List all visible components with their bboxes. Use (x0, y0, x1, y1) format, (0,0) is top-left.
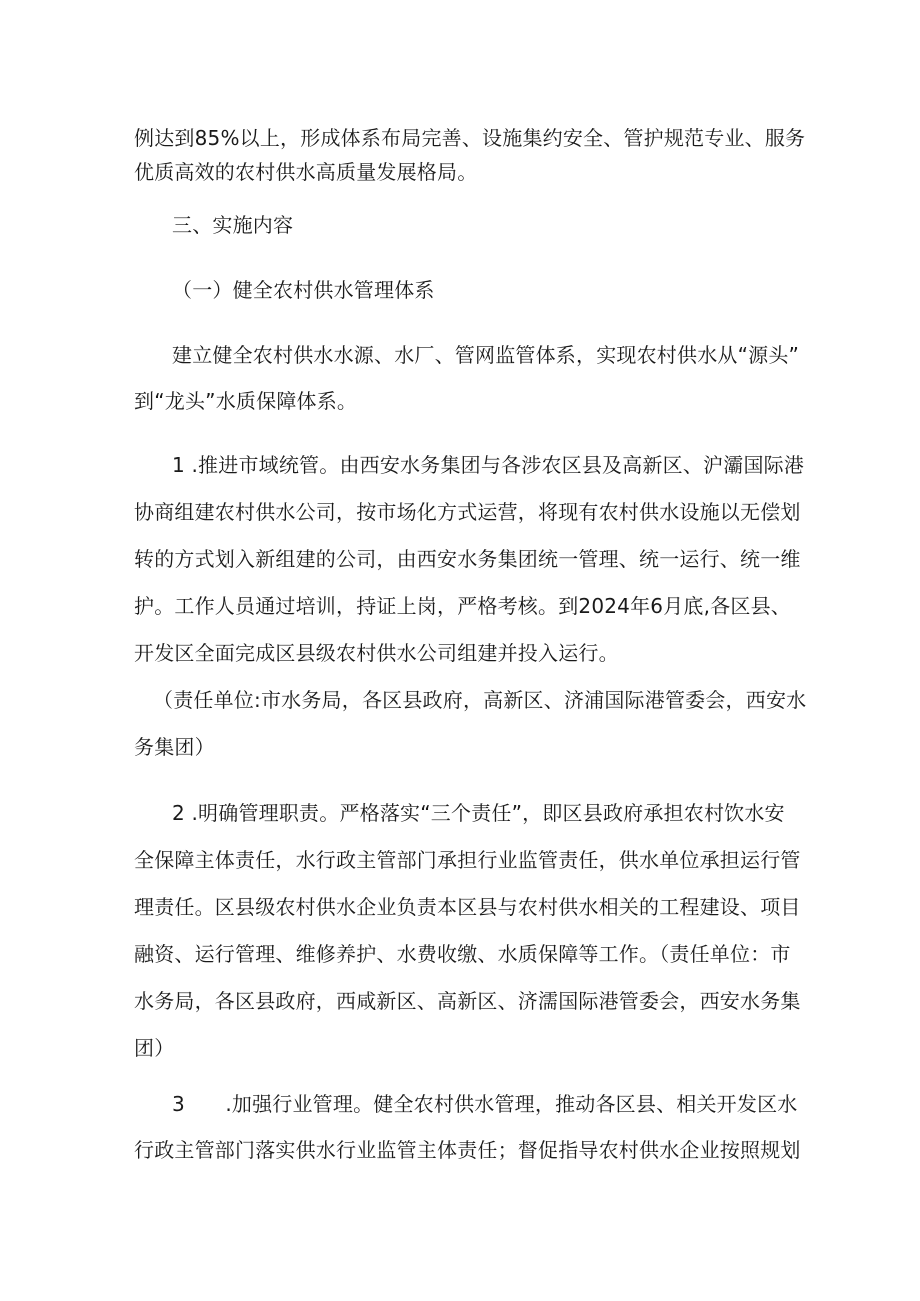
body-text-line: 优质高效的农村供水高质量发展格局。 (134, 160, 478, 184)
body-text-line: 团） (134, 1036, 175, 1060)
body-text-line: 3 .加强行业管理。健全农村供水管理，推动各区县、相关开发区水 (172, 1092, 798, 1116)
subsection-heading: （一）健全农村供水管理体系 (172, 278, 435, 302)
body-text-line: 1 .推进市域统管。由西安水务集团与各涉农区县及高新区、沪灞国际港 (172, 453, 805, 477)
body-text-line: 例达到85%以上，形成体系布局完善、设施集约安全、管护规范专业、服务 (134, 126, 806, 150)
body-text-line: 理责任。区县级农村供水企业负责本区县与农村供水相关的工程建设、项目 (134, 895, 801, 919)
section-heading: 三、实施内容 (172, 213, 294, 237)
body-text-line: 行政主管部门落实供水行业监管主体责任；督促指导农村供水企业按照规划 (134, 1138, 801, 1162)
responsibility-note: 务集团） (134, 735, 215, 759)
body-text-line: 水务局，各区县政府，西咸新区、高新区、济濡国际港管委会，西安水务集 (134, 989, 801, 1013)
body-text-line: 开发区全面完成区县级农村供水公司组建并投入运行。 (134, 641, 619, 665)
body-text-line: 2 .明确管理职责。严格落实“三个责任”，即区县政府承担农村饮水安 (172, 801, 785, 825)
body-text-line: 到“龙头”水质保障体系。 (134, 389, 358, 413)
body-text-line: 融资、运行管理、维修养护、水费收缴、水质保障等工作。（责任单位：市 (134, 942, 791, 966)
body-text-line: 护。工作人员通过培训，持证上岗，严格考核。到2024年6月底,各区县、 (134, 594, 791, 618)
body-text-line: 协商组建农村供水公司，按市场化方式运营，将现有农村供水设施以无偿划 (134, 500, 801, 524)
body-text-line: 全保障主体责任，水行政主管部门承担行业监管责任，供水单位承担运行管 (134, 848, 801, 872)
responsibility-note: （责任单位:市水务局，各区县政府，高新区、济浦国际港管委会，西安水 (153, 688, 807, 712)
body-text-line: 转的方式划入新组建的公司，由西安水务集团统一管理、统一运行、统一维 (134, 547, 801, 571)
body-text-line: 建立健全农村供水水源、水厂、管网监管体系，实现农村供水从“源头” (172, 343, 800, 367)
